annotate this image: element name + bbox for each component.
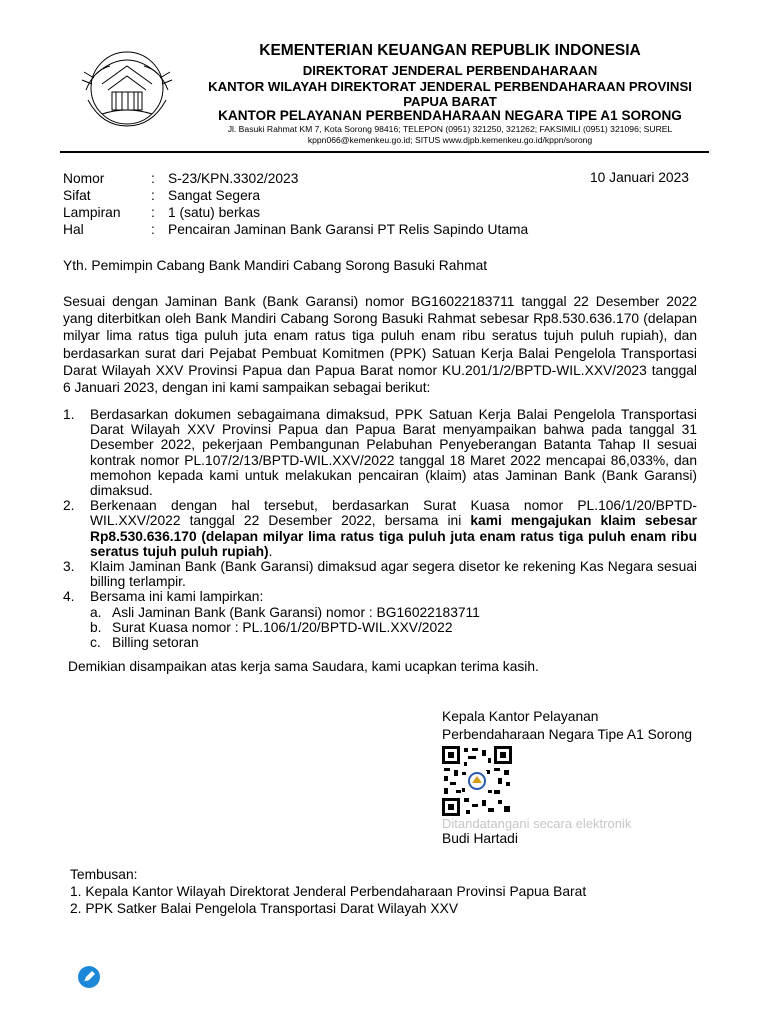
letterhead-address <box>170 124 730 146</box>
meta-colon: : <box>151 205 155 220</box>
letterhead-directorate: DIREKTORAT JENDERAL PERBENDAHARAAN <box>302 63 598 78</box>
attachment-item <box>90 620 697 635</box>
list-item <box>63 589 697 650</box>
signer-name: Budi Hartadi <box>442 831 518 846</box>
list-number: 3. <box>63 559 75 575</box>
list-text-block <box>90 589 697 650</box>
list-number: 4. <box>63 589 75 605</box>
attachment-text: Asli Jaminan Bank (Bank Garansi) nomor : BG16022183711 <box>112 604 480 620</box>
signature-title <box>442 708 692 743</box>
signature-title-line: Perbendaharaan Negara Tipe A1 Sorong <box>442 726 693 742</box>
list-item <box>63 559 697 589</box>
list-text-part: . <box>268 543 273 559</box>
list-text: Bersama ini kami lampirkan: <box>90 589 264 605</box>
meta-colon: : <box>151 222 155 237</box>
meta-value: Pencairan Jaminan Bank Garansi PT Relis Sapindo Utama <box>168 222 529 237</box>
meta-row-hal <box>63 221 528 238</box>
meta-value: 1 (satu) berkas <box>168 205 261 220</box>
claim-amount-emphasis: kami mengajukan klaim sebesar Rp8.530.636.170 (delapan milyar lima ratus tiga puluh juta enam ratus tiga puluh enam ribu seratus tujuh puluh rupiah) <box>90 513 697 559</box>
attachment-item <box>90 635 697 650</box>
qr-code-icon <box>442 746 512 816</box>
address-line-1: Jl. Basuki Rahmat KM 7, Kota Sorong 98416; TELEPON (0951) 321250, 321262; FAKSIMILI (0951) 321096; SUREL <box>227 124 673 134</box>
attachment-label: b. <box>90 619 102 635</box>
attachment-label: c. <box>90 635 101 651</box>
pen-badge-icon <box>77 965 101 989</box>
address-line-2: kppn066@kemenkeu.go.id; SITUS www.djpb.kemenkeu.go.id/kppn/sorong <box>307 135 593 145</box>
list-number: 1. <box>63 407 75 422</box>
letterhead-ministry: KEMENTERIAN KEUANGAN REPUBLIK INDONESIA <box>259 42 641 59</box>
tembusan <box>70 866 586 917</box>
meta-row-lampiran <box>63 204 528 221</box>
electronic-signature-note: Ditandatangani secara elektronik <box>442 816 632 831</box>
numbered-list <box>63 407 697 650</box>
letterhead-regional-office: KANTOR WILAYAH DIREKTORAT JENDERAL PERBENDAHARAAN PROVINSI <box>208 78 692 94</box>
tembusan-label: Tembusan: <box>70 867 138 882</box>
ministry-emblem-icon <box>72 40 182 134</box>
letterhead-province: PAPUA BARAT <box>403 94 497 109</box>
list-item <box>63 498 697 559</box>
signature-title-line: Kepala Kantor Pelayanan <box>442 709 599 724</box>
list-text: Berdasarkan dokumen sebagaimana dimaksud, PPK Satuan Kerja Balai Pengelola Transportasi Darat Wilayah XXV Provinsi Papua dan Papua Barat menyampaikan bahwa pada tanggal 31 Desember 2022, pekerjaan Pembangunan Pelabuhan Penyeberangan Batanta Tahap II sesuai kontrak nomor PL.107/2/13/BPTD-WIL.XXV/2022 tanggal 18 Maret 2022 mencapai 86,033%, dan memohon kepada kami untuk melakukan pencairan (klaim) atas Jaminan Bank (Bank Garansi) dimaksud. <box>90 407 697 499</box>
opening-paragraph: Sesuai dengan Jaminan Bank (Bank Garansi) nomor BG16022183711 tanggal 22 Desember 2022 yang diterbitkan oleh Bank Mandiri Cabang Sorong Basuki Rahmat sebesar Rp8.530.636.170 (delapan milyar lima ratus tiga puluh juta enam ratus tiga puluh enam ribu seratus tujuh puluh rupiah), dan berdasarkan surat dari Pejabat Pembuat Komitmen (PPK) Satuan Kerja Balai Pengelola Transportasi Darat Wilayah XXV Provinsi Papua dan Papua Barat nomor KU.201/1/2/BPTD-WIL.XXV/2023 tanggal 6 Januari 2023, dengan ini kami sampaikan sebagai berikut: <box>63 294 697 396</box>
meta-colon: : <box>151 188 155 203</box>
list-text: Klaim Jaminan Bank (Bank Garansi) dimaksud agar segera disetor ke rekening Kas Negara sesuai billing terlampir. <box>90 559 697 590</box>
attachment-label: a. <box>90 604 102 620</box>
letter-meta <box>63 170 528 238</box>
list-number: 2. <box>63 498 75 514</box>
attachment-text: Billing setoran <box>112 635 199 651</box>
meta-colon: : <box>151 171 155 186</box>
letterhead-office: KANTOR PELAYANAN PERBENDAHARAAN NEGARA TIPE A1 SORONG <box>218 108 682 123</box>
meta-label: Sifat <box>63 188 91 203</box>
attachment-item <box>90 605 697 620</box>
meta-row-sifat <box>63 187 528 204</box>
meta-value: S-23/KPN.3302/2023 <box>168 171 299 186</box>
list-text <box>90 498 697 559</box>
list-text-part: Berkenaan dengan hal tersebut, berdasarkan Surat Kuasa nomor PL.106/1/20/BPTD-WIL.XXV/2022 tanggal 22 Desember 2022, bersama ini <box>90 498 697 529</box>
meta-label: Lampiran <box>63 205 121 220</box>
closing-sentence: Demikian disampaikan atas kerja sama Saudara, kami ucapkan terima kasih. <box>68 659 539 674</box>
header-divider <box>60 151 709 153</box>
meta-label: Hal <box>63 222 84 237</box>
meta-row-nomor <box>63 170 528 187</box>
meta-value: Sangat Segera <box>168 188 261 203</box>
letterhead-directorate-block <box>170 63 730 110</box>
meta-label: Nomor <box>63 171 105 186</box>
attachment-text: Surat Kuasa nomor : PL.106/1/20/BPTD-WIL.XXV/2022 <box>112 619 453 635</box>
letter-date: 10 Januari 2023 <box>590 170 689 185</box>
tembusan-item: 2. PPK Satker Balai Pengelola Transportasi Darat Wilayah XXV <box>70 901 459 916</box>
list-item <box>63 407 697 498</box>
recipient: Yth. Pemimpin Cabang Bank Mandiri Cabang Sorong Basuki Rahmat <box>63 258 488 273</box>
tembusan-item: 1. Kepala Kantor Wilayah Direktorat Jenderal Perbendaharaan Provinsi Papua Barat <box>70 884 587 899</box>
